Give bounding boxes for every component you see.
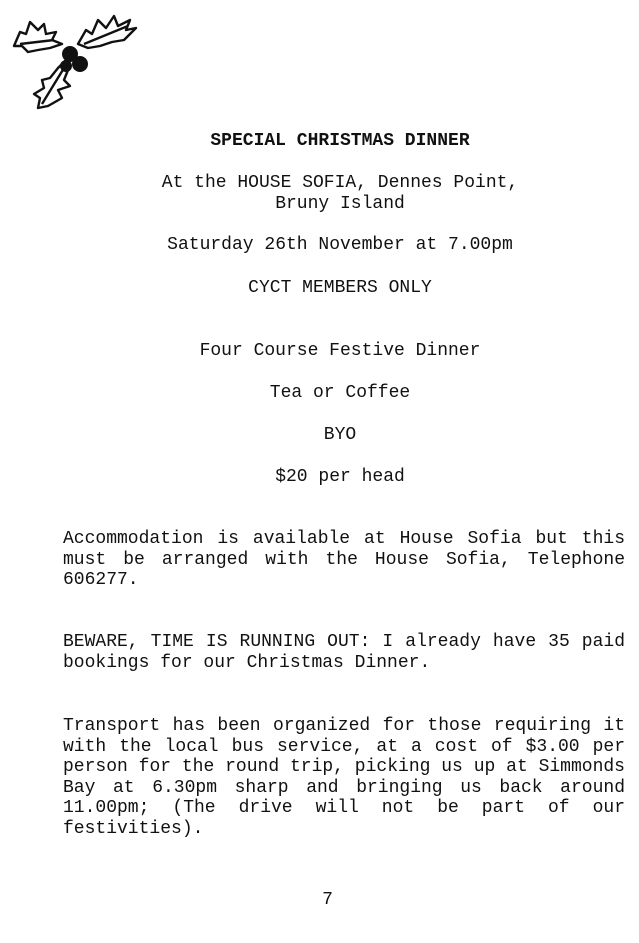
holly-icon	[8, 10, 143, 110]
venue-line-2: Bruny Island	[275, 194, 405, 214]
price: $20 per head	[275, 467, 405, 487]
beware-paragraph: BEWARE, TIME IS RUNNING OUT: I already have 35 paid bookings for our Christmas Dinner.	[63, 632, 625, 673]
event-date: Saturday 26th November at 7.00pm	[167, 235, 513, 255]
drinks-description: Tea or Coffee	[269, 383, 411, 403]
byo-note: BYO	[323, 425, 357, 445]
event-title: SPECIAL CHRISTMAS DINNER	[210, 131, 470, 151]
venue-line-1: At the HOUSE SOFIA, Dennes Point,	[161, 173, 519, 193]
members-only-note: CYCT MEMBERS ONLY	[248, 278, 432, 298]
accommodation-paragraph: Accommodation is available at House Sofia but this must be arranged with the House Sofia, Telephone 606277.	[63, 529, 625, 590]
menu-description: Four Course Festive Dinner	[199, 341, 481, 361]
transport-paragraph: Transport has been organized for those requiring it with the local bus service, at a cost of $3.00 per person for the round trip, picking us up at Simmonds Bay at 6.30pm sharp and bringing us back around 11.00pm; (The drive will not be part of our festivities).	[63, 716, 625, 839]
page-number: 7	[322, 890, 333, 910]
